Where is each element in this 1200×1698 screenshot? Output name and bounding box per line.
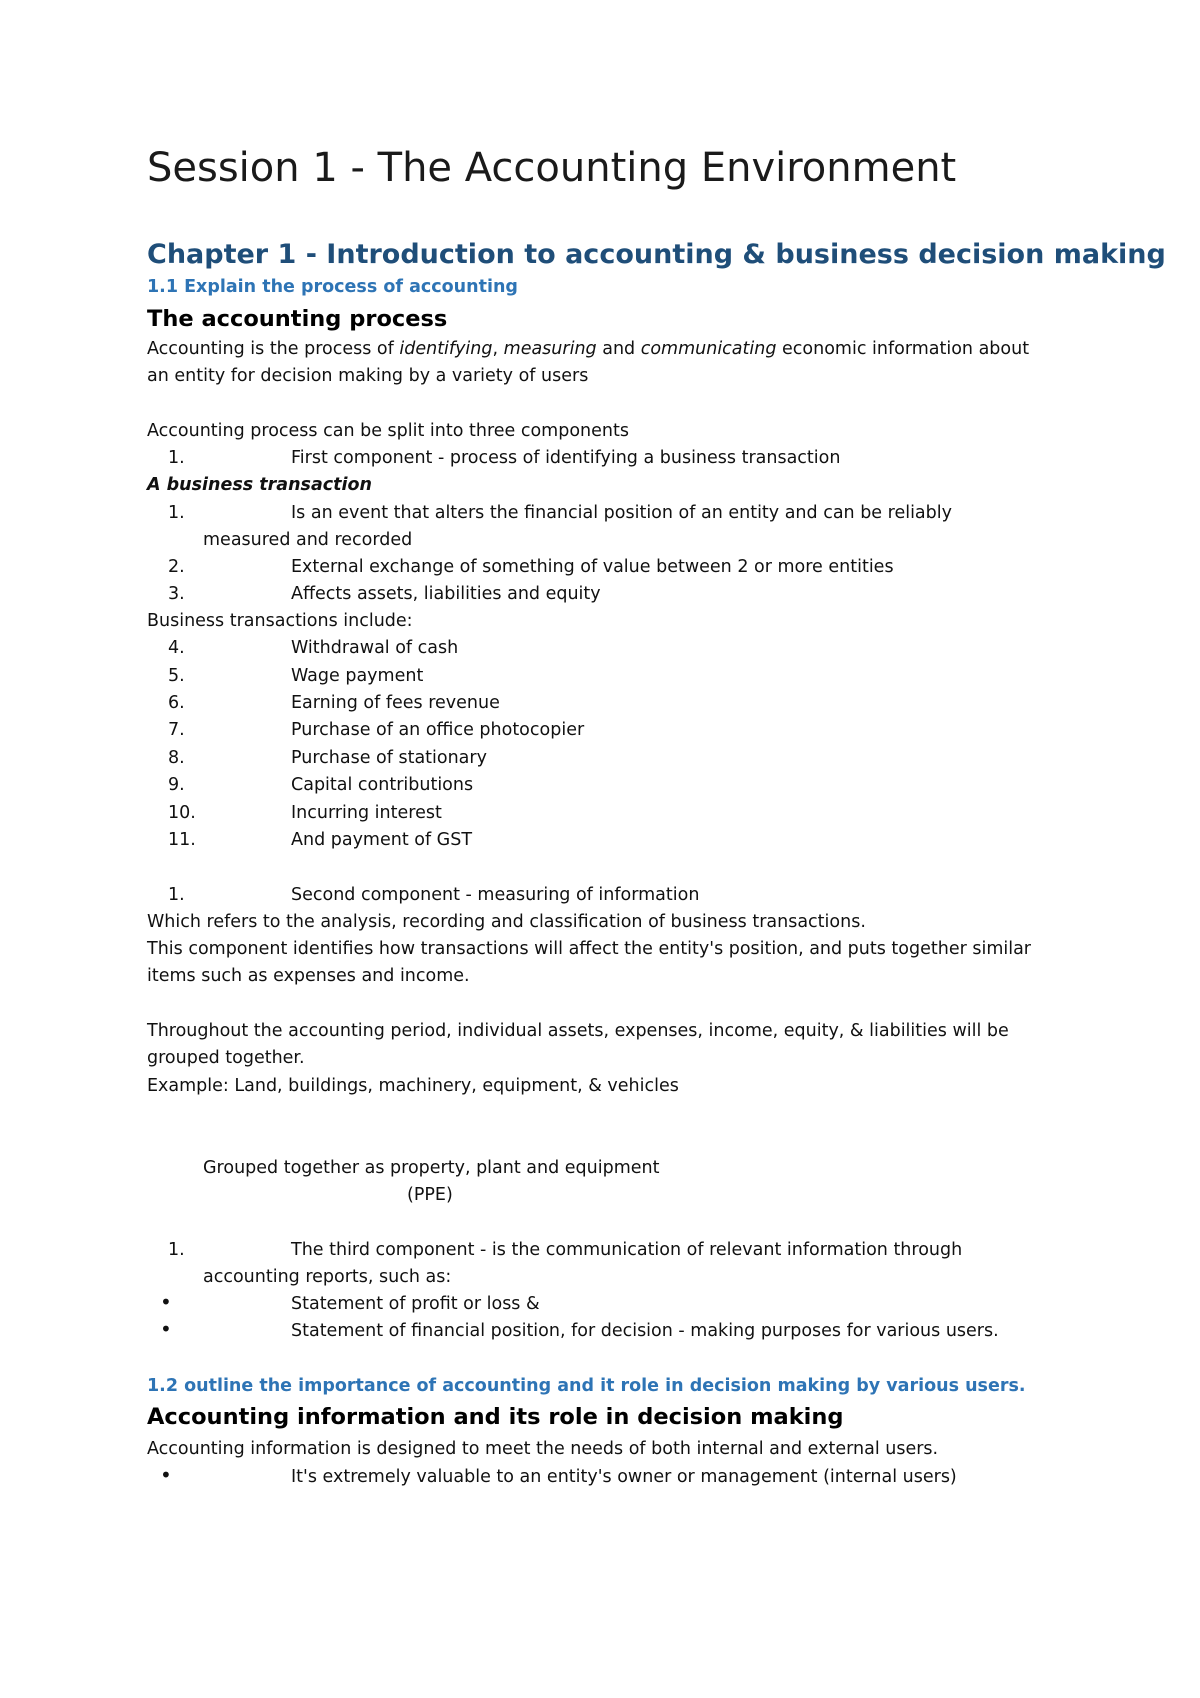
third-component-number: 1. [168,1240,185,1260]
include-item-number: 10. [168,803,196,823]
include-item-text: Wage payment [291,666,424,686]
definition-and: and [596,339,641,359]
definition-communicating: communicating [640,339,777,359]
grouped-ppe-line-2: (PPE) [407,1185,453,1205]
include-item-text: Withdrawal of cash [291,638,459,658]
definition-identifying: identifying [399,339,493,359]
second-component-line: Which refers to the analysis, recording and classification of business transactions. [147,912,866,932]
include-item-number: 7. [168,720,185,740]
include-item-text: Earning of fees revenue [291,693,500,713]
include-item-text: And payment of GST [291,830,473,850]
second-component-line: This component identifies how transactions will affect the entity's position, and puts together similar [147,939,1032,959]
accounting-information-heading: Accounting information and its role in decision making [147,1404,844,1430]
section-1-2-bullet-text: It's extremely valuable to an entity's owner or management (internal users) [291,1467,957,1487]
include-item-text: Incurring interest [291,803,442,823]
bt-item-text: Affects assets, liabilities and equity [291,584,601,604]
bt-item-number: 3. [168,584,185,604]
bt-item-number: 2. [168,557,185,577]
bullet-icon: • [160,1463,172,1487]
chapter-heading: Chapter 1 - Introduction to accounting & business decision making [147,239,1166,270]
third-component-text: The third component - is the communication of relevant information through [291,1240,963,1260]
page-title: Session 1 - The Accounting Environment [147,145,957,191]
third-bullet-text: Statement of profit or loss & [291,1294,540,1314]
second-component-text: Second component - measuring of information [291,885,700,905]
include-item-text: Purchase of an office photocopier [291,720,585,740]
first-component-number: 1. [168,448,185,468]
include-item-text: Capital contributions [291,775,474,795]
bt-item-continuation: measured and recorded [203,530,413,550]
section-1-2-heading: 1.2 outline the importance of accounting and it role in decision making by various users. [147,1376,1026,1396]
business-transactions-include-label: Business transactions include: [147,611,413,631]
grouping-example: Example: Land, buildings, machinery, equipment, & vehicles [147,1076,679,1096]
business-transaction-heading: A business transaction [147,475,372,495]
definition-comma: , [492,339,504,359]
grouping-line: Throughout the accounting period, individual assets, expenses, income, equity, & liabilities will be [147,1021,1009,1041]
bullet-icon: • [160,1317,172,1341]
bt-item-number: 1. [168,503,185,523]
third-component-continuation: accounting reports, such as: [203,1267,452,1287]
definition-post: economic information about [776,339,1030,359]
components-intro: Accounting process can be split into three components [147,421,629,441]
first-component-text: First component - process of identifying a business transaction [291,448,841,468]
include-item-number: 8. [168,748,185,768]
bullet-icon: • [160,1290,172,1314]
bt-item-text: External exchange of something of value between 2 or more entities [291,557,894,577]
definition-measuring: measuring [503,339,597,359]
include-item-number: 6. [168,693,185,713]
definition-line-2: an entity for decision making by a variety of users [147,366,589,386]
section-1-1-heading: 1.1 Explain the process of accounting [147,277,518,297]
include-item-text: Purchase of stationary [291,748,487,768]
include-item-number: 11. [168,830,196,850]
bt-item-text: Is an event that alters the financial position of an entity and can be reliably [291,503,952,523]
definition-pre: Accounting is the process of [147,339,400,359]
include-item-number: 5. [168,666,185,686]
third-bullet-text: Statement of financial position, for decision - making purposes for various users. [291,1321,999,1341]
accounting-information-intro: Accounting information is designed to meet the needs of both internal and external users. [147,1439,939,1459]
definition-line-1 [147,341,1029,359]
include-item-number: 9. [168,775,185,795]
second-component-line: items such as expenses and income. [147,966,470,986]
include-item-number: 4. [168,638,185,658]
grouping-line: grouped together. [147,1048,305,1068]
grouped-ppe-line-1: Grouped together as property, plant and equipment [203,1158,660,1178]
second-component-number: 1. [168,885,185,905]
accounting-process-heading: The accounting process [147,306,448,332]
